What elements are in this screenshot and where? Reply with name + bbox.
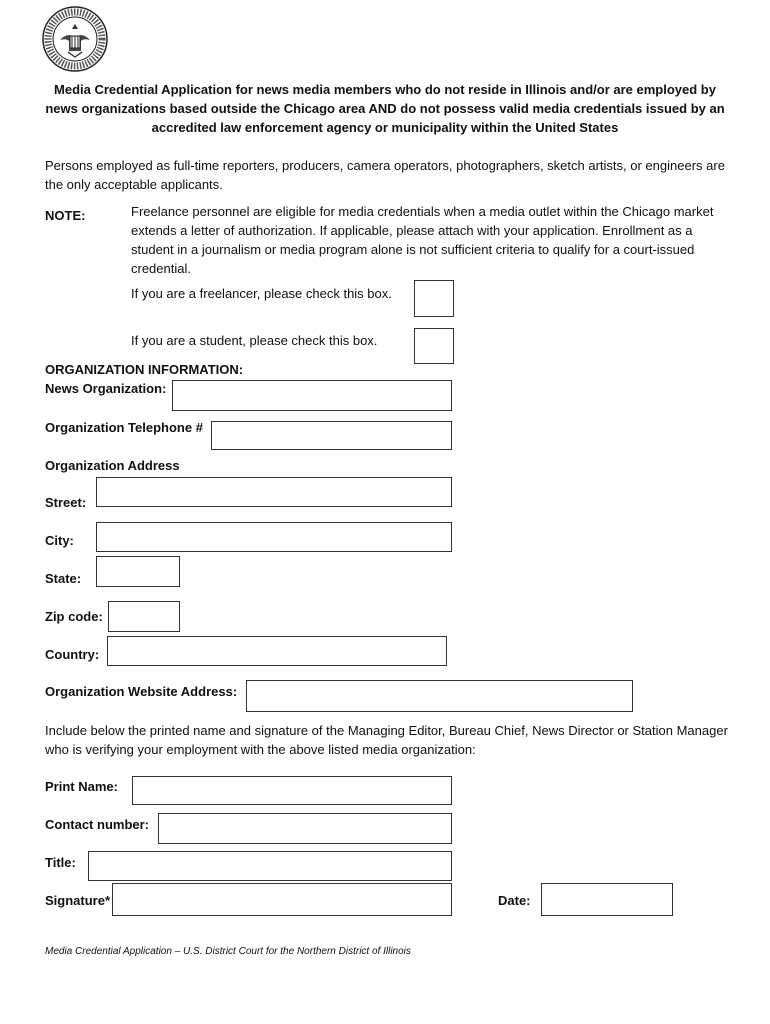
street-input[interactable] <box>96 477 452 507</box>
website-label: Organization Website Address: <box>45 684 238 699</box>
freelancer-checkbox[interactable] <box>414 280 454 317</box>
country-label: Country: <box>45 647 100 662</box>
phone-label: Organization Telephone # <box>45 420 203 435</box>
org-heading: ORGANIZATION INFORMATION: <box>45 362 244 377</box>
note-label: NOTE: <box>45 208 86 223</box>
print-name-label: Print Name: <box>45 779 118 794</box>
form-title: Media Credential Application for news media members who do not reside in Illinois and/or are employed by news organizations based outside the Chicago area AND do not possess valid media credentials issued by an accredited law enforcement agency or municipality within the United States <box>45 82 725 135</box>
intro-text: Persons employed as full-time reporters, producers, camera operators, photographers, sketch artists, or engineers are the only acceptable applicants. <box>45 158 725 192</box>
website-input[interactable] <box>246 680 633 712</box>
title-label: Title: <box>45 855 76 870</box>
freelancer-label: If you are a freelancer, please check this box. <box>131 286 392 301</box>
street-label: Street: <box>45 495 87 510</box>
contact-label: Contact number: <box>45 817 149 832</box>
state-input[interactable] <box>96 556 180 587</box>
contact-input[interactable] <box>158 813 452 844</box>
date-label: Date: <box>498 893 531 908</box>
court-seal-icon <box>42 6 108 72</box>
zip-label: Zip code: <box>45 609 103 624</box>
city-label: City: <box>45 533 74 548</box>
address-heading: Organization Address <box>45 458 180 473</box>
note-text: Freelance personnel are eligible for media credentials when a media outlet within the Chicago market extends a letter of authorization. If applicable, please attach with your application. Enrollment as a student in a journalism or media program alone is not sufficient criteria to qualify for a court-issued credential. <box>131 204 714 276</box>
news-org-input[interactable] <box>172 380 452 411</box>
title-input[interactable] <box>88 851 452 881</box>
country-input[interactable] <box>107 636 447 666</box>
student-label: If you are a student, please check this box. <box>131 333 378 348</box>
verify-instruction: Include below the printed name and signature of the Managing Editor, Bureau Chief, News Director or Station Manager who is verifying your employment with the above listed media organization: <box>45 723 728 757</box>
zip-input[interactable] <box>108 601 180 632</box>
footer-text: Media Credential Application – U.S. District Court for the Northern District of Illinois <box>45 946 411 957</box>
date-input[interactable] <box>541 883 673 916</box>
student-checkbox[interactable] <box>414 328 454 364</box>
state-label: State: <box>45 571 82 586</box>
print-name-input[interactable] <box>132 776 452 805</box>
city-input[interactable] <box>96 522 452 552</box>
signature-label: Signature* <box>45 893 111 908</box>
phone-input[interactable] <box>211 421 452 450</box>
signature-input[interactable] <box>112 883 452 916</box>
news-org-label: News Organization: <box>45 381 167 396</box>
